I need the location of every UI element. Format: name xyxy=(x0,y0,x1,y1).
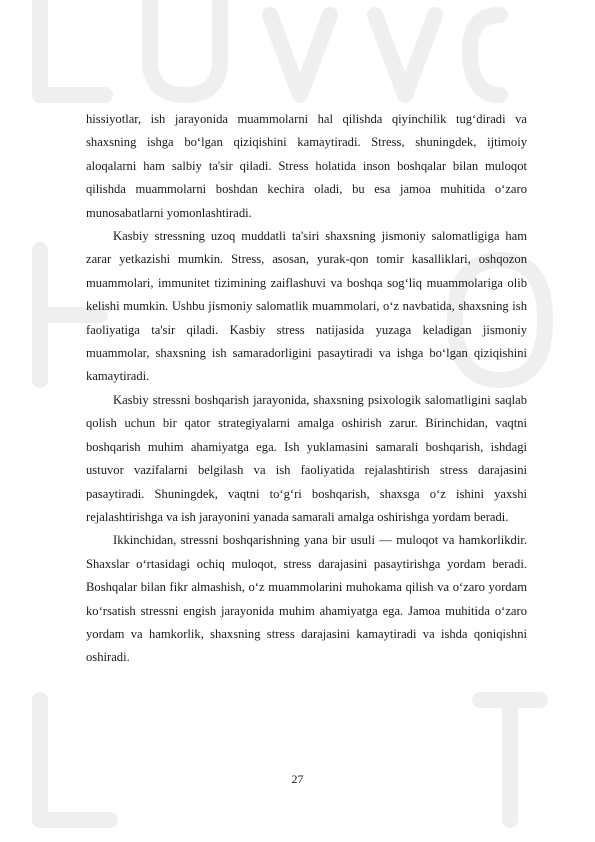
paragraph: Kasbiy stressni boshqarish jarayonida, shaxsning psixologik salomatligini saqlab qolish uchun bir qator strategiyalarni amalga oshirish zarur. Birinchidan, vaqtni boshqarish muhim ahamiyatga ega. Ish yuklamasini samarali boshqarish, ishdagi ustuvor vazifalarni belgilash va ish faoliyatida rejalashtirish stress darajasini pasaytiradi. Shuningdek, vaqtni to‘g‘ri boshqarish, shaxsga o‘z ishini yaxshi rejalashtirishga va ish jarayonini yanada samarali amalga oshirishga yordam beradi. xyxy=(86,392,527,524)
document-body xyxy=(86,108,527,670)
page-number: 27 xyxy=(291,772,304,786)
paragraph: hissiyotlar, ish jarayonida muammolarni hal qilishda qiyinchilik tug‘diradi va shaxsning ishga bo‘lgan qiziqishini kamaytiradi. Stress, shuningdek, ijtimoiy aloqalarni ham salbiy ta'sir qiladi. Stress holatida inson boshqalar bilan muloqot qilishda muammolarni boshdan kechira oladi, bu esa jamoa muhitida o‘zaro munosabatlarni yomonlashtiradi. xyxy=(86,112,527,220)
paragraph: Kasbiy stressning uzoq muddatli ta'siri shaxsning jismoniy salomatligiga ham zarar yetkazishi mumkin. Stress, asosan, yurak-qon tomir kasalliklari, oshqozon muammolari, immunitet tizimining zaiflashuvi va boshqa sog‘liq muammolariga olib kelishi mumkin. Ushbu jismoniy salomatlik muammolari, o‘z navbatida, shaxsning ish faoliyatiga ta'sir qiladi. Kasbiy stress natijasida yuzaga keladigan jismoniy muammolar, shaxsning ish samaradorligini pasaytiradi va ishga bo‘lgan qiziqishini kamaytiradi. xyxy=(86,229,527,384)
paragraph: Ikkinchidan, stressni boshqarishning yana bir usuli — muloqot va hamkorlikdir. Shaxslar o‘rtasidagi ochiq muloqot, stress darajasini pasaytirishga yordam beradi. Boshqalar bilan fikr almashish, o‘z muammolarini muhokama qilish va o‘zaro yordam ko‘rsatish stressni engish jarayonida muhim ahamiyatga ega. Jamoa muhitida o‘zaro yordam va hamkorlik, shaxsning stress darajasini kamaytiradi va ishda qoniqishni oshiradi. xyxy=(86,533,527,665)
